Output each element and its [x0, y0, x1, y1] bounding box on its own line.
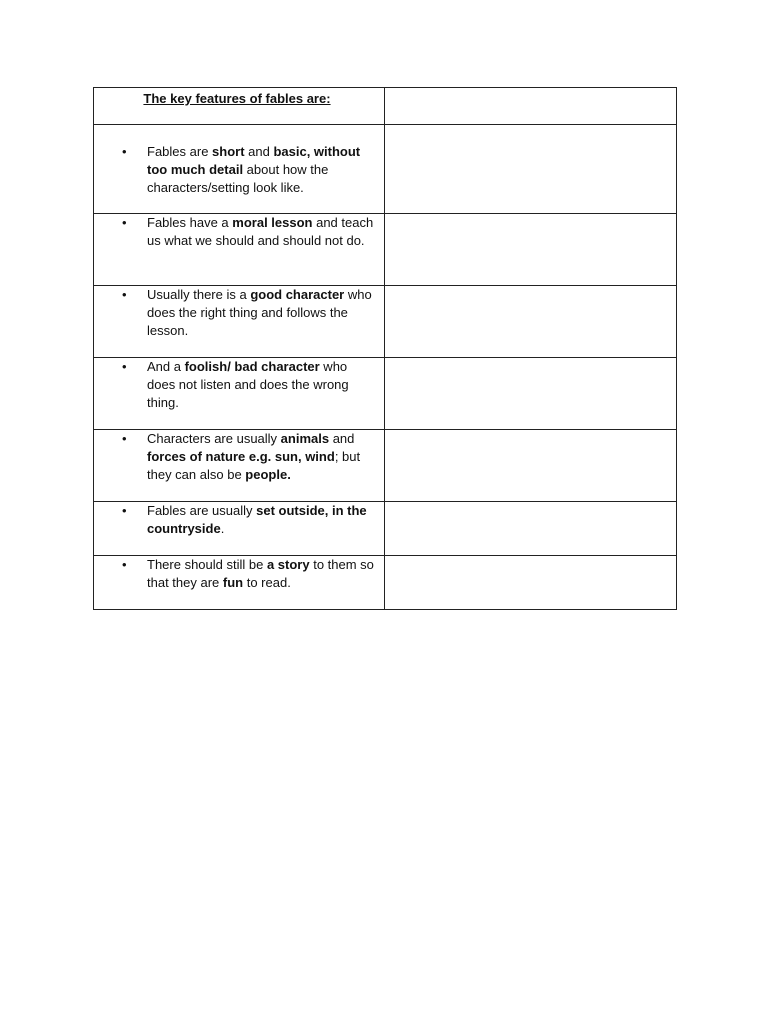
- bold-text-segment: moral lesson: [232, 215, 313, 230]
- bullet-marker: •: [122, 144, 127, 159]
- text-segment: There should still be: [147, 557, 267, 572]
- text-segment: Characters are usually: [147, 431, 281, 446]
- table-row: [94, 502, 677, 556]
- text-segment: and: [244, 144, 274, 159]
- bold-text-segment: fun: [222, 575, 244, 590]
- table-row: [94, 556, 677, 610]
- bullet-marker: •: [122, 287, 127, 302]
- bullet-marker: •: [122, 557, 127, 572]
- bullet-marker: •: [122, 359, 127, 374]
- feature-cell: [94, 502, 385, 556]
- table-heading: The key features of fables are:: [143, 91, 331, 106]
- table-row: [94, 214, 677, 286]
- feature-cell: [94, 214, 385, 286]
- table-row: [94, 358, 677, 430]
- bold-text-segment: basic, without too much detail: [147, 144, 361, 177]
- feature-text: [147, 214, 378, 250]
- bold-text-segment: foolish/ bad character: [184, 359, 320, 374]
- feature-cell: [94, 556, 385, 610]
- feature-text: [147, 430, 378, 484]
- feature-item: [94, 286, 384, 340]
- answer-empty-cell: [385, 430, 677, 502]
- feature-item: [94, 502, 384, 538]
- bullet-marker: •: [122, 503, 127, 518]
- bold-text-segment: forces of nature e.g. sun, wind: [147, 449, 335, 464]
- header-cell: [94, 88, 385, 125]
- answer-empty-cell: [385, 358, 677, 430]
- bold-text-segment: set outside, in the countryside: [147, 503, 367, 536]
- text-segment: Usually there is a: [147, 287, 251, 302]
- table-row: [94, 430, 677, 502]
- feature-cell: [94, 358, 385, 430]
- feature-cell: [94, 430, 385, 502]
- text-segment: Fables are: [147, 144, 213, 159]
- answer-empty-cell: [385, 556, 677, 610]
- answer-empty-cell: [385, 125, 677, 214]
- feature-text: [147, 502, 378, 538]
- header-empty-cell: [385, 88, 677, 125]
- feature-text: [147, 143, 378, 197]
- text-segment: And a: [147, 359, 185, 374]
- bold-text-segment: animals: [280, 431, 330, 446]
- text-segment: .: [220, 521, 225, 536]
- feature-cell: [94, 125, 385, 214]
- feature-text: [147, 556, 378, 592]
- bold-text-segment: a story: [266, 557, 310, 572]
- answer-empty-cell: [385, 214, 677, 286]
- answer-empty-cell: [385, 286, 677, 358]
- text-segment: who does not listen and does the wrong thing.: [147, 359, 349, 410]
- table-row: [94, 125, 677, 214]
- bold-text-segment: short: [212, 144, 245, 159]
- text-segment: Fables have a: [147, 215, 233, 230]
- feature-cell: [94, 286, 385, 358]
- answer-empty-cell: [385, 502, 677, 556]
- text-segment: Fables are usually: [147, 503, 257, 518]
- text-segment: and: [329, 431, 355, 446]
- bold-text-segment: people.: [245, 467, 291, 482]
- feature-item: [94, 430, 384, 484]
- bullet-marker: •: [122, 215, 127, 230]
- text-segment: about how the characters/setting look like.: [147, 162, 329, 195]
- feature-text: [147, 358, 378, 412]
- text-segment: who does the right thing and follows the lesson.: [147, 287, 372, 338]
- feature-item: [94, 556, 384, 592]
- text-segment: to them so that they are: [147, 557, 374, 590]
- bullet-marker: •: [122, 431, 127, 446]
- feature-item: [94, 358, 384, 412]
- bold-text-segment: good character: [250, 287, 345, 302]
- feature-item: [94, 125, 384, 197]
- text-segment: to read.: [243, 575, 291, 590]
- feature-text: [147, 286, 378, 340]
- text-segment: ; but they can also be: [147, 449, 361, 482]
- table-header-row: [94, 88, 677, 125]
- fables-features-table: [93, 87, 677, 610]
- feature-item: [94, 214, 384, 250]
- table-row: [94, 286, 677, 358]
- text-segment: and teach us what we should and should not do.: [147, 215, 374, 248]
